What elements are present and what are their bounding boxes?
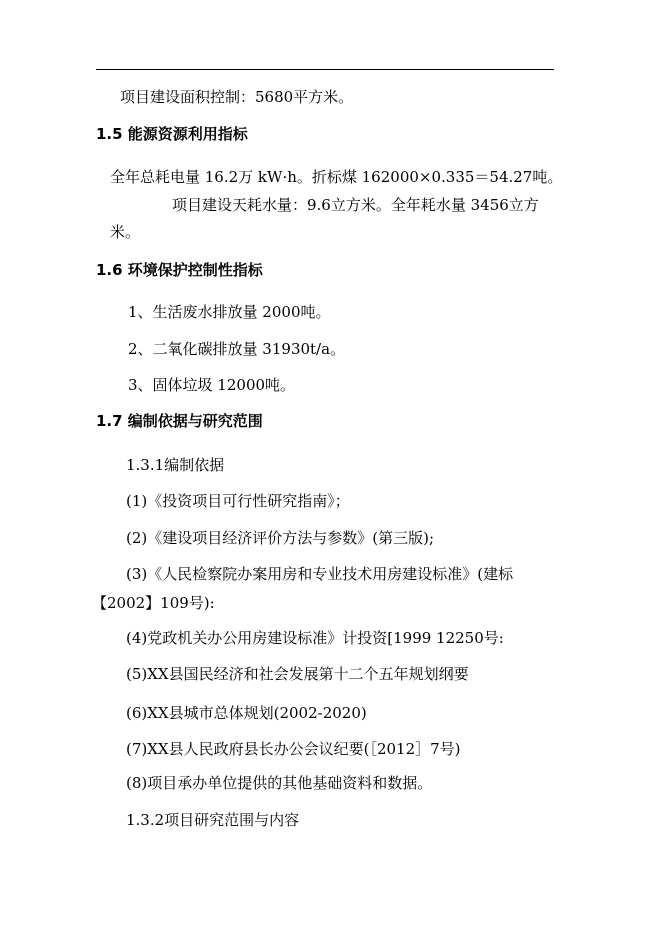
header-rule bbox=[96, 69, 554, 70]
reference-8: (8)项目承办单位提供的其他基础资料和数据。 bbox=[126, 774, 433, 792]
water-consumption-text: 项目建设天耗水量：9.6立方米。全年耗水量 3456立方 bbox=[172, 196, 539, 214]
area-control-text: 项目建设面积控制：5680平方米。 bbox=[120, 88, 354, 106]
section-heading-1-7: 1.7 编制依据与研究范围 bbox=[96, 412, 263, 430]
subsection-1-3-1: 1.3.1编制依据 bbox=[126, 456, 225, 474]
env-item-1: 1、生活废水排放量 2000吨。 bbox=[128, 303, 331, 321]
reference-7: (7)XX县人民政府县长办公会议纪要(［2012］7号) bbox=[126, 740, 461, 758]
reference-2: (2)《建设项目经济评价方法与参数》(第三版); bbox=[126, 529, 435, 547]
section-heading-1-6: 1.6 环境保护控制性指标 bbox=[96, 261, 263, 279]
subsection-1-3-2: 1.3.2项目研究范围与内容 bbox=[126, 811, 300, 829]
reference-1: (1)《投资项目可行性研究指南》； bbox=[126, 492, 350, 510]
reference-6: (6)XX县城市总体规划(2002-2020) bbox=[126, 704, 367, 722]
power-consumption-text: 全年总耗电量 16.2万 kW·h。折标煤 162000×0.335＝54.27吨。 bbox=[110, 168, 563, 186]
reference-3-cont: 【2002】109号): bbox=[92, 594, 215, 612]
reference-3: (3)《人民检察院办案用房和专业技术用房建设标准》(建标 bbox=[126, 565, 514, 583]
env-item-3: 3、固体垃圾 12000吨。 bbox=[128, 376, 296, 394]
reference-5: (5)XX县国民经济和社会发展第十二个五年规划纲要 bbox=[126, 665, 469, 683]
reference-4: (4)党政机关办公用房建设标准》计投资[1999 12250号: bbox=[126, 629, 504, 647]
water-consumption-text-cont: 米。 bbox=[110, 223, 141, 241]
env-item-2: 2、二氧化碳排放量 31930t/a。 bbox=[128, 340, 346, 358]
section-heading-1-5: 1.5 能源资源利用指标 bbox=[96, 125, 248, 143]
